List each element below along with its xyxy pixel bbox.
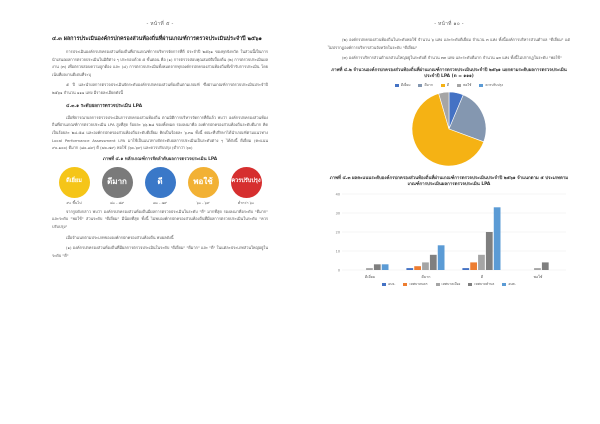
right-page — [300, 0, 600, 424]
paragraph: จากรูปดังกล่าว พบว่า องค์กรปกครองส่วนท้องถิ่นมีผลการตรวจประเมินในระดับ "ดี" มากที่สุด รองลงมาคือระดับ "ดีมาก" และระดับ "พอใช้" ส่วนระดับ "ดีเยี่ยม" มีน้อยที่สุด ทั้งนี้ ไม่พบองค์กรปกครองส่วนท้องถิ่นที่มีผลการตรวจประเมินในระดับ "ควรปรับปรุง" — [52, 208, 268, 230]
section-heading: ๔.๓ ผลการประเมินองค์กรปกครองส่วนท้องถิ่นที่ผ่านเกณฑ์การตรวจประเมินประจำปี ๒๕๖๑ — [52, 36, 262, 42]
legend-swatch — [403, 283, 407, 286]
bar — [486, 232, 493, 270]
legend-label: ควรปรับปรุง — [485, 82, 504, 87]
legend-label: พอใช้ — [463, 82, 472, 87]
legend-label: ดี — [446, 82, 450, 87]
y-tick-label: 0 — [337, 268, 340, 273]
paragraph: (๑) องค์กรปกครองส่วนท้องถิ่นที่มีผลการตรวจประเมินในระดับ "ดีเยี่ยม" "ดีมาก" และ "ดี" ในแต่ละประเภทส่วนใหญ่อยู่ในระดับ "ดี" — [52, 245, 268, 258]
legend-label: ดีเยี่ยม — [400, 82, 411, 87]
bar — [478, 255, 485, 270]
bar — [406, 268, 413, 270]
lpa-level-range: ๖๐ - ๖๙ — [196, 200, 210, 205]
bar — [438, 246, 445, 271]
bar — [542, 263, 549, 271]
legend-item — [403, 282, 427, 287]
y-tick-label: 40 — [335, 192, 340, 197]
legend-label: เทศบาลนคร — [409, 282, 428, 287]
pie-chart-caption: ภาพที่ ๔.๒ จำนวนองค์กรปกครองส่วนท้องถิ่นที่ผ่านเกณฑ์การตรวจประเมินประจำปี ๒๕๖๑ แยกตามระดับผลการตรวจประเมินประจำปี LPA (n = ๑๑๑) — [331, 67, 567, 80]
page-number: - หน้าที่ ๑๐ - — [434, 21, 464, 27]
lpa-level-circle: ดีเยี่ยม — [59, 167, 90, 198]
legend-item — [457, 83, 471, 88]
paragraph: (๓) องค์การบริหารส่วนตำบลส่วนใหญ่อยู่ในระดับดี จำนวน ๓๓ แห่ง และระดับดีมาก จำนวน ๑๓ แห่ง ทั้งนี้ไม่ปรากฏในระดับ "พอใช้" — [342, 55, 562, 61]
legend-label: อบจ. — [388, 282, 396, 287]
legend-swatch — [457, 84, 461, 87]
paragraph: ๕ ปี และนำผลการตรวจประเมินจัดระดับองค์กรปกครองส่วนท้องถิ่นตามเกณฑ์ ซึ่งผ่านเกณฑ์การตรวจประเมินประจำปี ๒๕๖๑ จำนวน ๑๑๑ แห่ง มีรายละเอียดดังนี้ — [52, 82, 268, 96]
bar-chart — [328, 190, 570, 282]
bar — [374, 265, 381, 271]
bar — [462, 268, 469, 270]
lpa-level-range: ๗๐ - ๗๙ — [153, 200, 167, 205]
lpa-level-range: ๙๐ ขึ้นไป — [66, 200, 82, 205]
lpa-level-item — [101, 167, 133, 206]
legend-label: ดีมาก — [424, 82, 433, 87]
x-tick-label: ดี — [480, 275, 484, 280]
legend-swatch — [418, 84, 422, 87]
legend-label: อบต. — [508, 282, 516, 287]
lpa-level-item — [230, 167, 262, 206]
paragraph: การประเมินองค์กรปกครองส่วนท้องถิ่นที่ผ่านเกณฑ์การบริหารจัดการที่ดี ประจำปี ๒๕๖๑ ของทุกจังหวัด ในส่วนนี้เป็นการนำเสนอผลการตรวจประเมินในมิติต่าง ๆ ประกอบด้วย ๕ ขั้นตอน คือ (๑) การตรวจสอบคุณสมบัติเบื้องต้น (๒) การตรวจประเมินผลงาน (๓) เพื่อตรวจสอบความถูกต้อง และ (๔) การตรวจประเมินทั้งหมดจากทุกองค์กรปกครองส่วนท้องถิ่นที่เข้ารับการประเมิน โดยเน้นที่ผลงานดีเด่นที่ระบุ — [52, 49, 268, 77]
legend-swatch — [502, 283, 506, 286]
lpa-level-circle: ดีมาก — [102, 167, 133, 198]
bar — [414, 267, 421, 271]
y-tick-label: 30 — [335, 211, 340, 216]
legend-item — [441, 83, 449, 88]
lpa-level-circle: ดี — [145, 167, 176, 198]
legend-label: เทศบาลเมือง — [441, 282, 461, 287]
legend-item — [418, 83, 432, 88]
bar — [422, 263, 429, 271]
bar-legend — [328, 282, 570, 287]
lpa-level-item — [187, 167, 219, 206]
legend-swatch — [441, 84, 445, 87]
bar — [470, 263, 477, 271]
lpa-level-range: ๘๐ - ๘๙ — [110, 200, 124, 205]
bar — [494, 208, 501, 271]
legend-swatch — [395, 84, 399, 87]
figure-caption: ภาพที่ ๔.๑ หลักเกณฑ์การจัดลำดับผลการตรวจประเมิน LPA — [102, 156, 218, 162]
legend-swatch — [479, 84, 483, 87]
legend-swatch — [436, 283, 440, 286]
paragraph: เมื่อพิจารณาผลการตรวจประเมินการปกครองส่วนท้องถิ่น ตามมิติการบริหารจัดการที่ดีแล้ว พบว่า องค์กรปกครองส่วนท้องถิ่นที่ผ่านเกณฑ์การตรวจประเมิน LPA สูงที่สุด ร้อยละ ๖๖.๒๘ ของทั้งหมด รองลงมาคือ องค์กรปกครองส่วนท้องถิ่นระดับดีมาก คิดเป็นร้อยละ ๒๔.๕๘ และองค์กรปกครองส่วนท้องถิ่นระดับดีเยี่ยม คิดเป็นร้อยละ ๖.๓๑ ทั้งนี้ คณะที่ปรึกษาได้นำเกณฑ์ตามแนวทาง Local Performance Assessment LPA มาใช้เป็นแนวทางจัดระดับผลการประเมินเป็นระดับต่าง ๆ ได้ดังนี้ ดีเยี่ยม (คะแนน ๙๐-๑๐๐) ดีมาก (๘๐-๘๙) ดี (๗๐-๗๙) พอใช้ (๖๐-๖๙) และควรปรับปรุง (ต่ำกว่า ๖๐) — [52, 114, 268, 151]
paragraph: เมื่อจำแนกตามประเภทขององค์กรปกครองส่วนท้องถิ่น พบผลดังนี้ — [66, 234, 174, 240]
legend-item — [382, 282, 395, 287]
legend-item — [468, 282, 494, 287]
lpa-level-item — [144, 167, 176, 206]
bar — [382, 265, 389, 271]
x-tick-label: พอใช้ — [533, 275, 543, 280]
bar — [430, 255, 437, 270]
legend-item — [502, 282, 515, 287]
legend-item — [395, 83, 411, 88]
subsection-heading: ๔.๓.๑ ระดับผลการตรวจประเมิน LPA — [66, 103, 143, 109]
legend-item — [436, 282, 461, 287]
y-tick-label: 10 — [335, 249, 340, 254]
lpa-level-circle: พอใช้ — [188, 167, 219, 198]
bar — [534, 268, 541, 270]
lpa-level-circle: ควรปรับปรุง — [231, 167, 262, 198]
lpa-level-range: ต่ำกว่า ๖๐ — [237, 200, 255, 205]
lpa-level-figure — [52, 167, 268, 206]
legend-swatch — [382, 283, 386, 286]
legend-item — [479, 83, 503, 88]
legend-label: เทศบาลตำบล — [474, 282, 495, 287]
lpa-level-item — [58, 167, 90, 206]
legend-swatch — [468, 283, 472, 286]
paragraph: (๒) องค์กรปกครองส่วนท้องถิ่นในระดับพอใช้ จำนวน ๖ แห่ง และระดับดีเยี่ยม จำนวน ๓ แห่ง ทั้งนี้องค์การบริหารส่วนตำบล "ดีเยี่ยม" แต่ไม่ปรากฏองค์การบริหารส่วนจังหวัดในระดับ "ดีเยี่ยม" — [328, 37, 570, 50]
bar-chart-caption: ภาพที่ ๔.๓ ผลคะแนนระดับองค์กรปกครองส่วนท้องถิ่นที่ผ่านเกณฑ์การตรวจประเมินประจำปี ๒๕๖๑ จำแนกตาม ๕ ประเภทตามเกณฑ์การประเมินผลการตรวจประเมิน LPA — [329, 175, 569, 187]
pie-chart — [328, 88, 570, 170]
x-tick-label: ดีเยี่ยม — [364, 275, 376, 280]
bar — [366, 268, 373, 270]
x-tick-label: ดีมาก — [421, 275, 431, 280]
y-tick-label: 20 — [335, 230, 340, 235]
page-number: - หน้าที่ ๕ - — [146, 21, 174, 27]
